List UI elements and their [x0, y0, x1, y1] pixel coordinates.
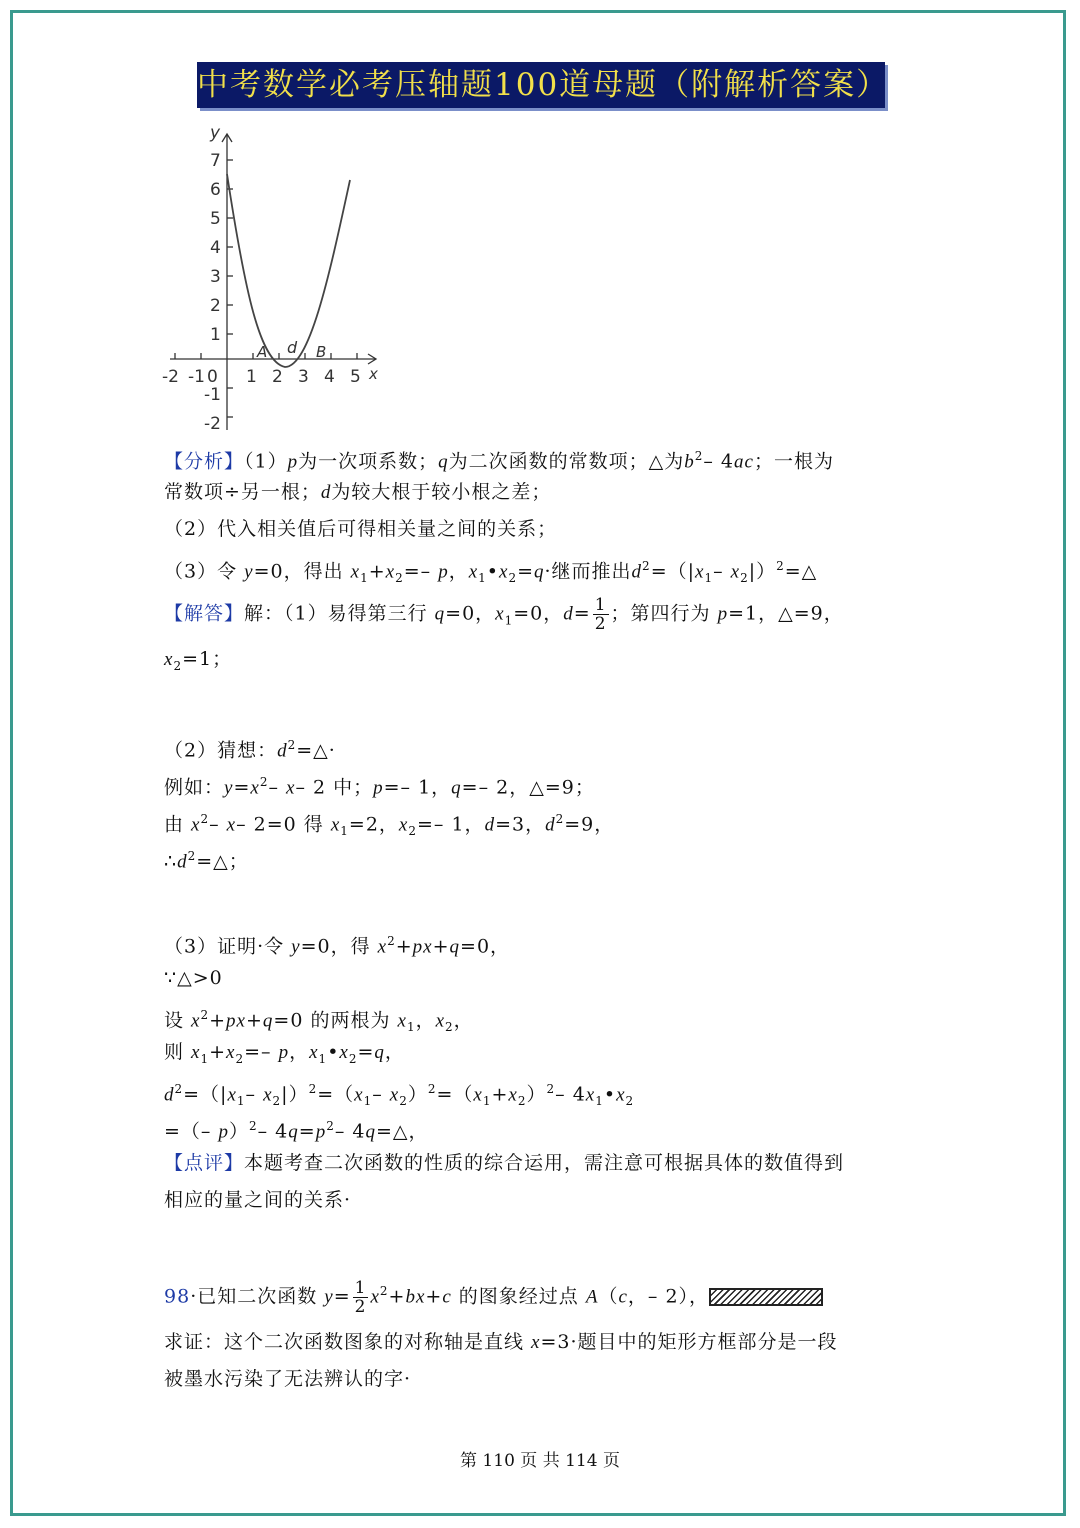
y-tick-label: 3 [210, 267, 221, 287]
x-tick-label: 4 [324, 367, 335, 387]
point-b-label: B [316, 343, 327, 361]
fraction-one-half: $\frac{1}{2}$ [354, 1277, 367, 1317]
answer-line-2: $x_2=1$； [164, 648, 233, 673]
y-tick-label: 7 [210, 151, 221, 171]
x-tick-label: 2 [272, 367, 283, 387]
page-title: 中考数学必考压轴题100道母题（附解析答案） [197, 62, 885, 108]
x-tick-label: 1 [246, 367, 257, 387]
x-tick-label: 3 [298, 367, 309, 387]
answer-tag: 【解答】 [164, 602, 245, 625]
problem-98-line-3: 被墨水污染了无法辨认的字· [164, 1368, 412, 1390]
page-footer: 第 110 页 共 114 页 [460, 1451, 620, 1471]
analysis-line-3: （2）代入相关值后可得相关量之间的关系； [164, 518, 558, 540]
problem-number: 98 [164, 1285, 191, 1308]
point-a-label: A [257, 343, 268, 361]
answer-part3-line-3: 设 $x^2+px+q=0$ 的两根为 $x_1$，$x_2$， [164, 1008, 474, 1035]
y-tick-label: 4 [210, 238, 221, 258]
answer-part3-line-2: ∵△>0 [164, 967, 223, 989]
x-tick-label: -2 [162, 367, 179, 387]
analysis-tag: 【分析】 [164, 450, 245, 473]
answer-part3-line-6: =（– p）$^2$– $4q=p^2-$ 4q=△， [164, 1119, 429, 1143]
x-tick-label: 5 [350, 367, 361, 387]
answer-part2-line-3: 由 $x^2-$ x– 2=0 得 $x_1=2$，$x_2=-$ 1，d=3，$d^2=9$， [164, 812, 615, 839]
y-tick-label: 2 [210, 296, 221, 316]
analysis-line-2: 常数项÷另一根；d为较大根于较小根之差； [164, 481, 552, 503]
answer-part2-line-4: $\therefore d^2=\triangle$； [164, 849, 249, 873]
fraction-one-half: $\frac{1}{2}$ [594, 595, 607, 634]
y-axis-label: y [210, 123, 221, 143]
answer-part2-line-1: （2）猜想：$d^2=\triangle\cdot$ [164, 738, 336, 762]
y-tick-label: -2 [204, 414, 221, 434]
analysis-line-1: 【分析】（1）p为一次项系数；q为二次函数的常数项；△为$b^2-$ 4ac；一根为 [164, 449, 834, 473]
parabola-graph [160, 122, 390, 434]
problem-98-line-2: 求证：这个二次函数图象的对称轴是直线 x=3·题目中的矩形方框部分是一段 [164, 1331, 838, 1353]
review-line-2: 相应的量之间的关系· [164, 1189, 352, 1211]
y-tick-label: 6 [210, 180, 221, 200]
y-tick-label: -1 [204, 385, 221, 405]
analysis-line-4: （3）令 y=0，得出 $x_1+x_2=-$ p，$x_1•x_2=q\cdot$继而推出$d^2=(|x_1-$ $x_2|)^2=\triangle$ [164, 559, 818, 586]
y-tick-label: 5 [210, 209, 221, 229]
answer-part3-line-5: $d^2=(|x_1-$ $x_2|)^2=(x_1-$ $x_2)^2=(x_1+x_2)^2-$ $4x_1•x_2$ [164, 1082, 635, 1109]
x-axis-label: x [369, 365, 378, 383]
answer-line-1: 【解答】解：（1）易得第三行 q=0，$x_1=0$，d= $\frac{1}{2}$ ；第四行为 p=1，△=9， [164, 595, 844, 634]
problem-98-line-1: 98·已知二次函数 y= $\frac{1}{2}$ $x^2+bx+c$ 的图象经过点 A（c，– 2）， [164, 1278, 823, 1316]
answer-part3-line-4: 则 $x_1+x_2=-$ p，$x_1•x_2=q$， [164, 1041, 405, 1066]
answer-part3-line-1: （3）证明·令 y=0，得 $x^2+px+q=0$， [164, 934, 511, 958]
answer-part2-line-2: 例如：$y=x^2-$ x– 2 中；p=– 1，q=– 2，△=9； [164, 775, 595, 799]
x-tick-label: -1 [188, 367, 205, 387]
review-line-1: 【点评】本题考查二次函数的性质的综合运用，需注意可根据具体的数值得到 [164, 1152, 845, 1174]
x-tick-label: 0 [207, 367, 218, 387]
segment-d-label: d [287, 338, 298, 357]
ink-stained-box [709, 1288, 823, 1306]
y-tick-label: 1 [210, 325, 221, 345]
review-tag: 【点评】 [164, 1152, 245, 1174]
